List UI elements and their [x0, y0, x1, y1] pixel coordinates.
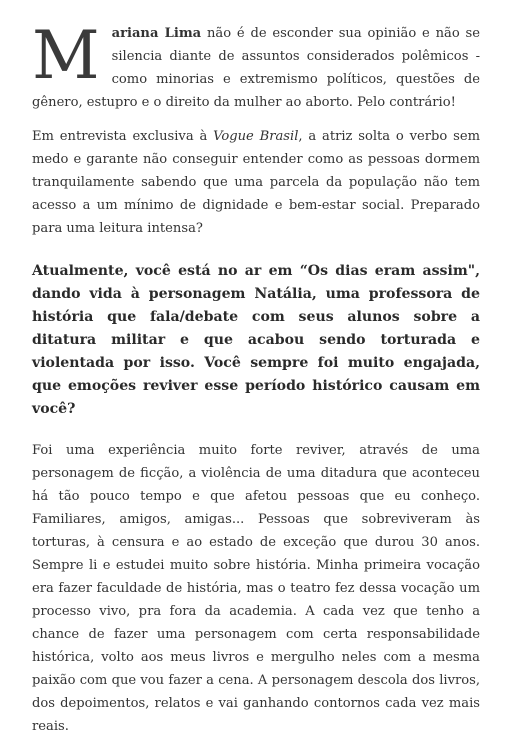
interviewee-name: ariana Lima — [111, 26, 202, 41]
intro-text: não é de esconder sua opinião e não se silencia diante de assuntos considerados polêmicos - como minorias e extremismo políticos, questões de gênero, estupro e o direito da mulher ao aborto. Pelo contrário! — [32, 26, 480, 110]
context-paragraph — [32, 125, 480, 240]
context-text-after: , a atriz solta o verbo sem medo e garante não conseguir entender como as pessoas dormem tranquilamente sabendo que uma parcela da população não tem acesso a um mínimo de dignidade e bem-estar social. Preparado para uma leitura intensa? — [32, 129, 481, 236]
magazine-name: Vogue Brasil — [213, 129, 299, 144]
article-body — [32, 17, 481, 738]
context-text-before: Em entrevista exclusiva à — [32, 129, 214, 144]
interview-question: Atualmente, você está no ar em “Os dias eram assim", dando vida à personagem Natália, uma professora de história que fala/debate com seus alunos sobre a ditatura militar e que acabou sendo torturada e violentada por isso. Você sempre foi muito engajada, que emoções reviver esse período histórico causam em você? — [32, 263, 480, 417]
intro-paragraph — [32, 17, 480, 114]
interview-answer: Foi uma experiência muito forte reviver, através de uma personagem de ficção, a violência de uma ditadura que aconteceu há tão pouco tempo e que afetou pessoas que eu conheço. Familiares, amigos, amigas... Pessoas que sobreviveram às torturas, à censura e ao estado de exceção que durou 30 anos. Sempre li e estudei muito sobre história. Minha primeira vocação era fazer faculdade de história, mas o teatro fez dessa vocação um processo vivo, pra fora da academia. A cada vez que tenho a chance de fazer uma personagem com certa responsabilidade histórica, volto aos meus livros e mergulho neles com a mesma paixão com que vou fazer a cena. A personagem descola dos livros, dos depoimentos, relatos e vai ganhando contornos cada vez mais reais. — [32, 443, 480, 734]
drop-cap: M — [32, 17, 100, 94]
